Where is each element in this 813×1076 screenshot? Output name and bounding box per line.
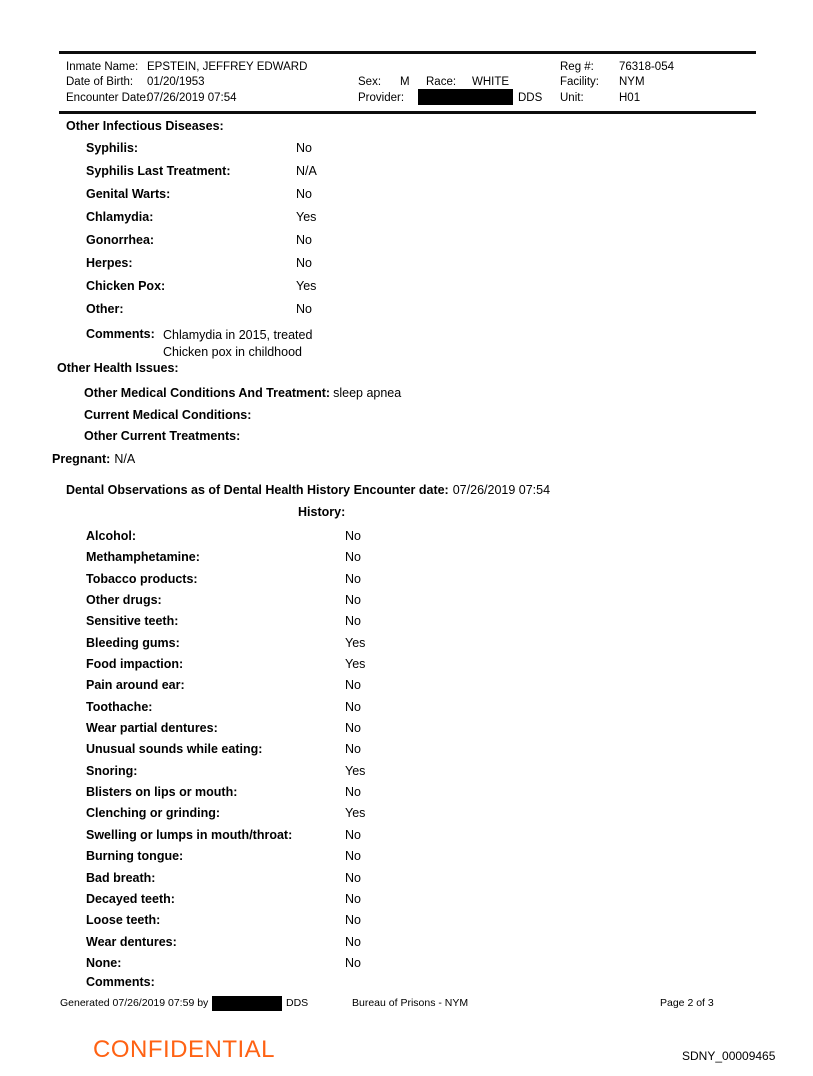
facility-value: NYM bbox=[619, 76, 645, 88]
reg-row bbox=[560, 60, 674, 74]
field-label: Swelling or lumps in mouth/throat: bbox=[86, 827, 293, 842]
field-label: Methamphetamine: bbox=[86, 550, 200, 565]
field-label: Herpes: bbox=[86, 256, 133, 270]
field-label: Burning tongue: bbox=[86, 849, 184, 864]
health-issues-list bbox=[0, 383, 813, 448]
unit-value: H01 bbox=[619, 92, 641, 104]
pregnant-value: N/A bbox=[114, 452, 136, 466]
field-value: No bbox=[345, 699, 361, 714]
footer-facility-text: Bureau of Prisons - NYM bbox=[352, 997, 469, 1009]
field-value: Yes bbox=[345, 657, 366, 672]
field-row bbox=[0, 252, 813, 275]
infectious-comments-line1: Chlamydia in 2015, treated bbox=[163, 328, 313, 342]
dental-observations-title: Dental Observations as of Dental Health History Encounter date: bbox=[66, 483, 449, 497]
field-label: Toothache: bbox=[86, 699, 153, 714]
race-value: WHITE bbox=[472, 76, 510, 88]
field-row bbox=[0, 889, 813, 910]
field-value: No bbox=[296, 302, 312, 316]
header-bottom-rule bbox=[59, 111, 756, 114]
facility-label: Facility: bbox=[560, 76, 599, 88]
confidential-stamp: CONFIDENTIAL bbox=[93, 1036, 276, 1063]
dental-encounter-date: 07/26/2019 07:54 bbox=[452, 483, 551, 497]
field-value: Yes bbox=[345, 763, 366, 778]
field-row bbox=[0, 868, 813, 889]
sex-value: M bbox=[400, 76, 410, 88]
field-label: Syphilis: bbox=[86, 141, 139, 155]
field-label: Bad breath: bbox=[86, 870, 156, 885]
field-label: Other Current Treatments: bbox=[84, 429, 241, 444]
section-title-infectious-diseases: Other Infectious Diseases: bbox=[66, 119, 224, 133]
field-value: No bbox=[345, 529, 361, 543]
reg-value: 76318-054 bbox=[619, 61, 674, 73]
field-label: Snoring: bbox=[86, 763, 138, 778]
provider-label: Provider: bbox=[358, 92, 405, 104]
field-label: None: bbox=[86, 955, 122, 970]
field-row bbox=[0, 547, 813, 568]
field-row bbox=[0, 718, 813, 739]
field-row bbox=[0, 675, 813, 696]
field-row bbox=[0, 654, 813, 675]
field-value: Yes bbox=[345, 635, 366, 650]
field-row bbox=[0, 526, 813, 547]
field-value: No bbox=[345, 870, 361, 885]
field-value: sleep apnea bbox=[333, 386, 402, 400]
inmate-name-value: EPSTEIN, JEFFREY EDWARD bbox=[147, 61, 308, 73]
field-row bbox=[0, 160, 813, 183]
reg-label: Reg #: bbox=[560, 61, 594, 73]
field-label: Current Medical Conditions: bbox=[84, 407, 252, 422]
field-value: No bbox=[345, 955, 361, 970]
field-row bbox=[0, 569, 813, 590]
header-top-rule bbox=[59, 51, 756, 54]
footer-redaction-bar bbox=[212, 996, 282, 1011]
dental-comments-label: Comments: bbox=[86, 975, 155, 989]
field-label: Bleeding gums: bbox=[86, 635, 180, 650]
field-row bbox=[0, 846, 813, 867]
inmate-name-row bbox=[66, 60, 307, 74]
dental-observations-title-row bbox=[66, 483, 550, 497]
race-label: Race: bbox=[426, 76, 457, 88]
field-value: No bbox=[345, 934, 361, 949]
field-row bbox=[0, 910, 813, 931]
field-label: Loose teeth: bbox=[86, 913, 161, 928]
pregnant-label: Pregnant: bbox=[52, 452, 111, 466]
field-value: No bbox=[296, 187, 312, 201]
field-row bbox=[0, 611, 813, 632]
field-row bbox=[0, 590, 813, 611]
field-value: No bbox=[345, 571, 361, 586]
field-value: No bbox=[345, 849, 361, 864]
field-row bbox=[0, 405, 813, 427]
field-label: Food impaction: bbox=[86, 657, 184, 672]
field-row bbox=[0, 803, 813, 824]
dob-label: Date of Birth: bbox=[66, 76, 134, 88]
field-value: No bbox=[345, 593, 361, 608]
field-value: No bbox=[345, 614, 361, 629]
pregnant-row bbox=[52, 452, 135, 466]
provider-suffix: DDS bbox=[518, 92, 543, 104]
history-header: History: bbox=[298, 505, 346, 519]
field-value: No bbox=[345, 742, 361, 757]
field-value: No bbox=[296, 233, 312, 247]
encounter-date-row bbox=[66, 91, 237, 105]
field-label: Wear partial dentures: bbox=[86, 721, 218, 736]
field-value: No bbox=[345, 785, 361, 800]
footer-page-number: Page 2 of 3 bbox=[660, 997, 714, 1009]
field-row bbox=[0, 426, 813, 448]
field-label: Unusual sounds while eating: bbox=[86, 742, 263, 757]
facility-row bbox=[560, 75, 645, 89]
field-label: Tobacco products: bbox=[86, 571, 198, 586]
field-label: Other drugs: bbox=[86, 593, 162, 608]
sex-label: Sex: bbox=[358, 76, 382, 88]
field-row bbox=[0, 183, 813, 206]
unit-row bbox=[560, 91, 640, 105]
field-label: Pain around ear: bbox=[86, 678, 185, 693]
field-row bbox=[0, 782, 813, 803]
field-row bbox=[0, 137, 813, 160]
infectious-comments-line2: Chicken pox in childhood bbox=[163, 345, 302, 359]
field-row bbox=[0, 633, 813, 654]
infectious-comments-label: Comments: bbox=[86, 327, 155, 341]
dob-row bbox=[66, 75, 205, 89]
inmate-name-label: Inmate Name: bbox=[66, 61, 139, 73]
field-value: No bbox=[345, 678, 361, 693]
field-label: Gonorrhea: bbox=[86, 233, 155, 247]
field-value: Yes bbox=[296, 279, 317, 293]
field-row bbox=[0, 825, 813, 846]
encounter-date-value: 07/26/2019 07:54 bbox=[147, 92, 237, 104]
field-value: N/A bbox=[296, 164, 317, 178]
dob-value: 01/20/1953 bbox=[147, 76, 205, 88]
field-label: Alcohol: bbox=[86, 529, 136, 543]
field-label: Other: bbox=[86, 302, 124, 316]
field-label: Genital Warts: bbox=[86, 187, 171, 201]
unit-label: Unit: bbox=[560, 92, 584, 104]
field-value: No bbox=[296, 141, 312, 155]
field-row bbox=[0, 953, 813, 974]
field-row bbox=[0, 298, 813, 321]
field-value: No bbox=[345, 827, 361, 842]
field-value: No bbox=[345, 913, 361, 928]
infectious-diseases-list bbox=[0, 137, 813, 321]
field-value: No bbox=[345, 721, 361, 736]
encounter-date-label: Encounter Date: bbox=[66, 92, 150, 104]
field-label: Clenching or grinding: bbox=[86, 806, 221, 821]
field-label: Chlamydia: bbox=[86, 210, 154, 224]
field-label: Syphilis Last Treatment: bbox=[86, 164, 231, 178]
field-value: No bbox=[345, 550, 361, 565]
field-row bbox=[0, 932, 813, 953]
bates-number: SDNY_00009465 bbox=[682, 1049, 776, 1063]
field-label: Sensitive teeth: bbox=[86, 614, 179, 629]
field-value: Yes bbox=[296, 210, 317, 224]
field-label: Blisters on lips or mouth: bbox=[86, 785, 238, 800]
field-label: Decayed teeth: bbox=[86, 891, 175, 906]
field-label: Chicken Pox: bbox=[86, 279, 166, 293]
field-row bbox=[0, 229, 813, 252]
field-value: No bbox=[296, 256, 312, 270]
footer-generated-suffix: DDS bbox=[286, 997, 309, 1009]
field-row bbox=[0, 761, 813, 782]
field-row bbox=[0, 275, 813, 298]
field-row bbox=[0, 206, 813, 229]
field-row bbox=[0, 697, 813, 718]
field-label: Wear dentures: bbox=[86, 934, 177, 949]
provider-redaction-bar bbox=[418, 89, 513, 105]
field-value: Yes bbox=[345, 806, 366, 821]
field-row bbox=[0, 383, 813, 405]
field-label: Other Medical Conditions And Treatment: bbox=[84, 386, 331, 400]
footer-generated-text: Generated 07/26/2019 07:59 by bbox=[60, 997, 209, 1009]
section-title-health-issues: Other Health Issues: bbox=[57, 361, 179, 375]
dental-history-list bbox=[0, 526, 813, 974]
field-row bbox=[0, 739, 813, 760]
infectious-comments-value bbox=[163, 327, 312, 361]
field-value: No bbox=[345, 891, 361, 906]
